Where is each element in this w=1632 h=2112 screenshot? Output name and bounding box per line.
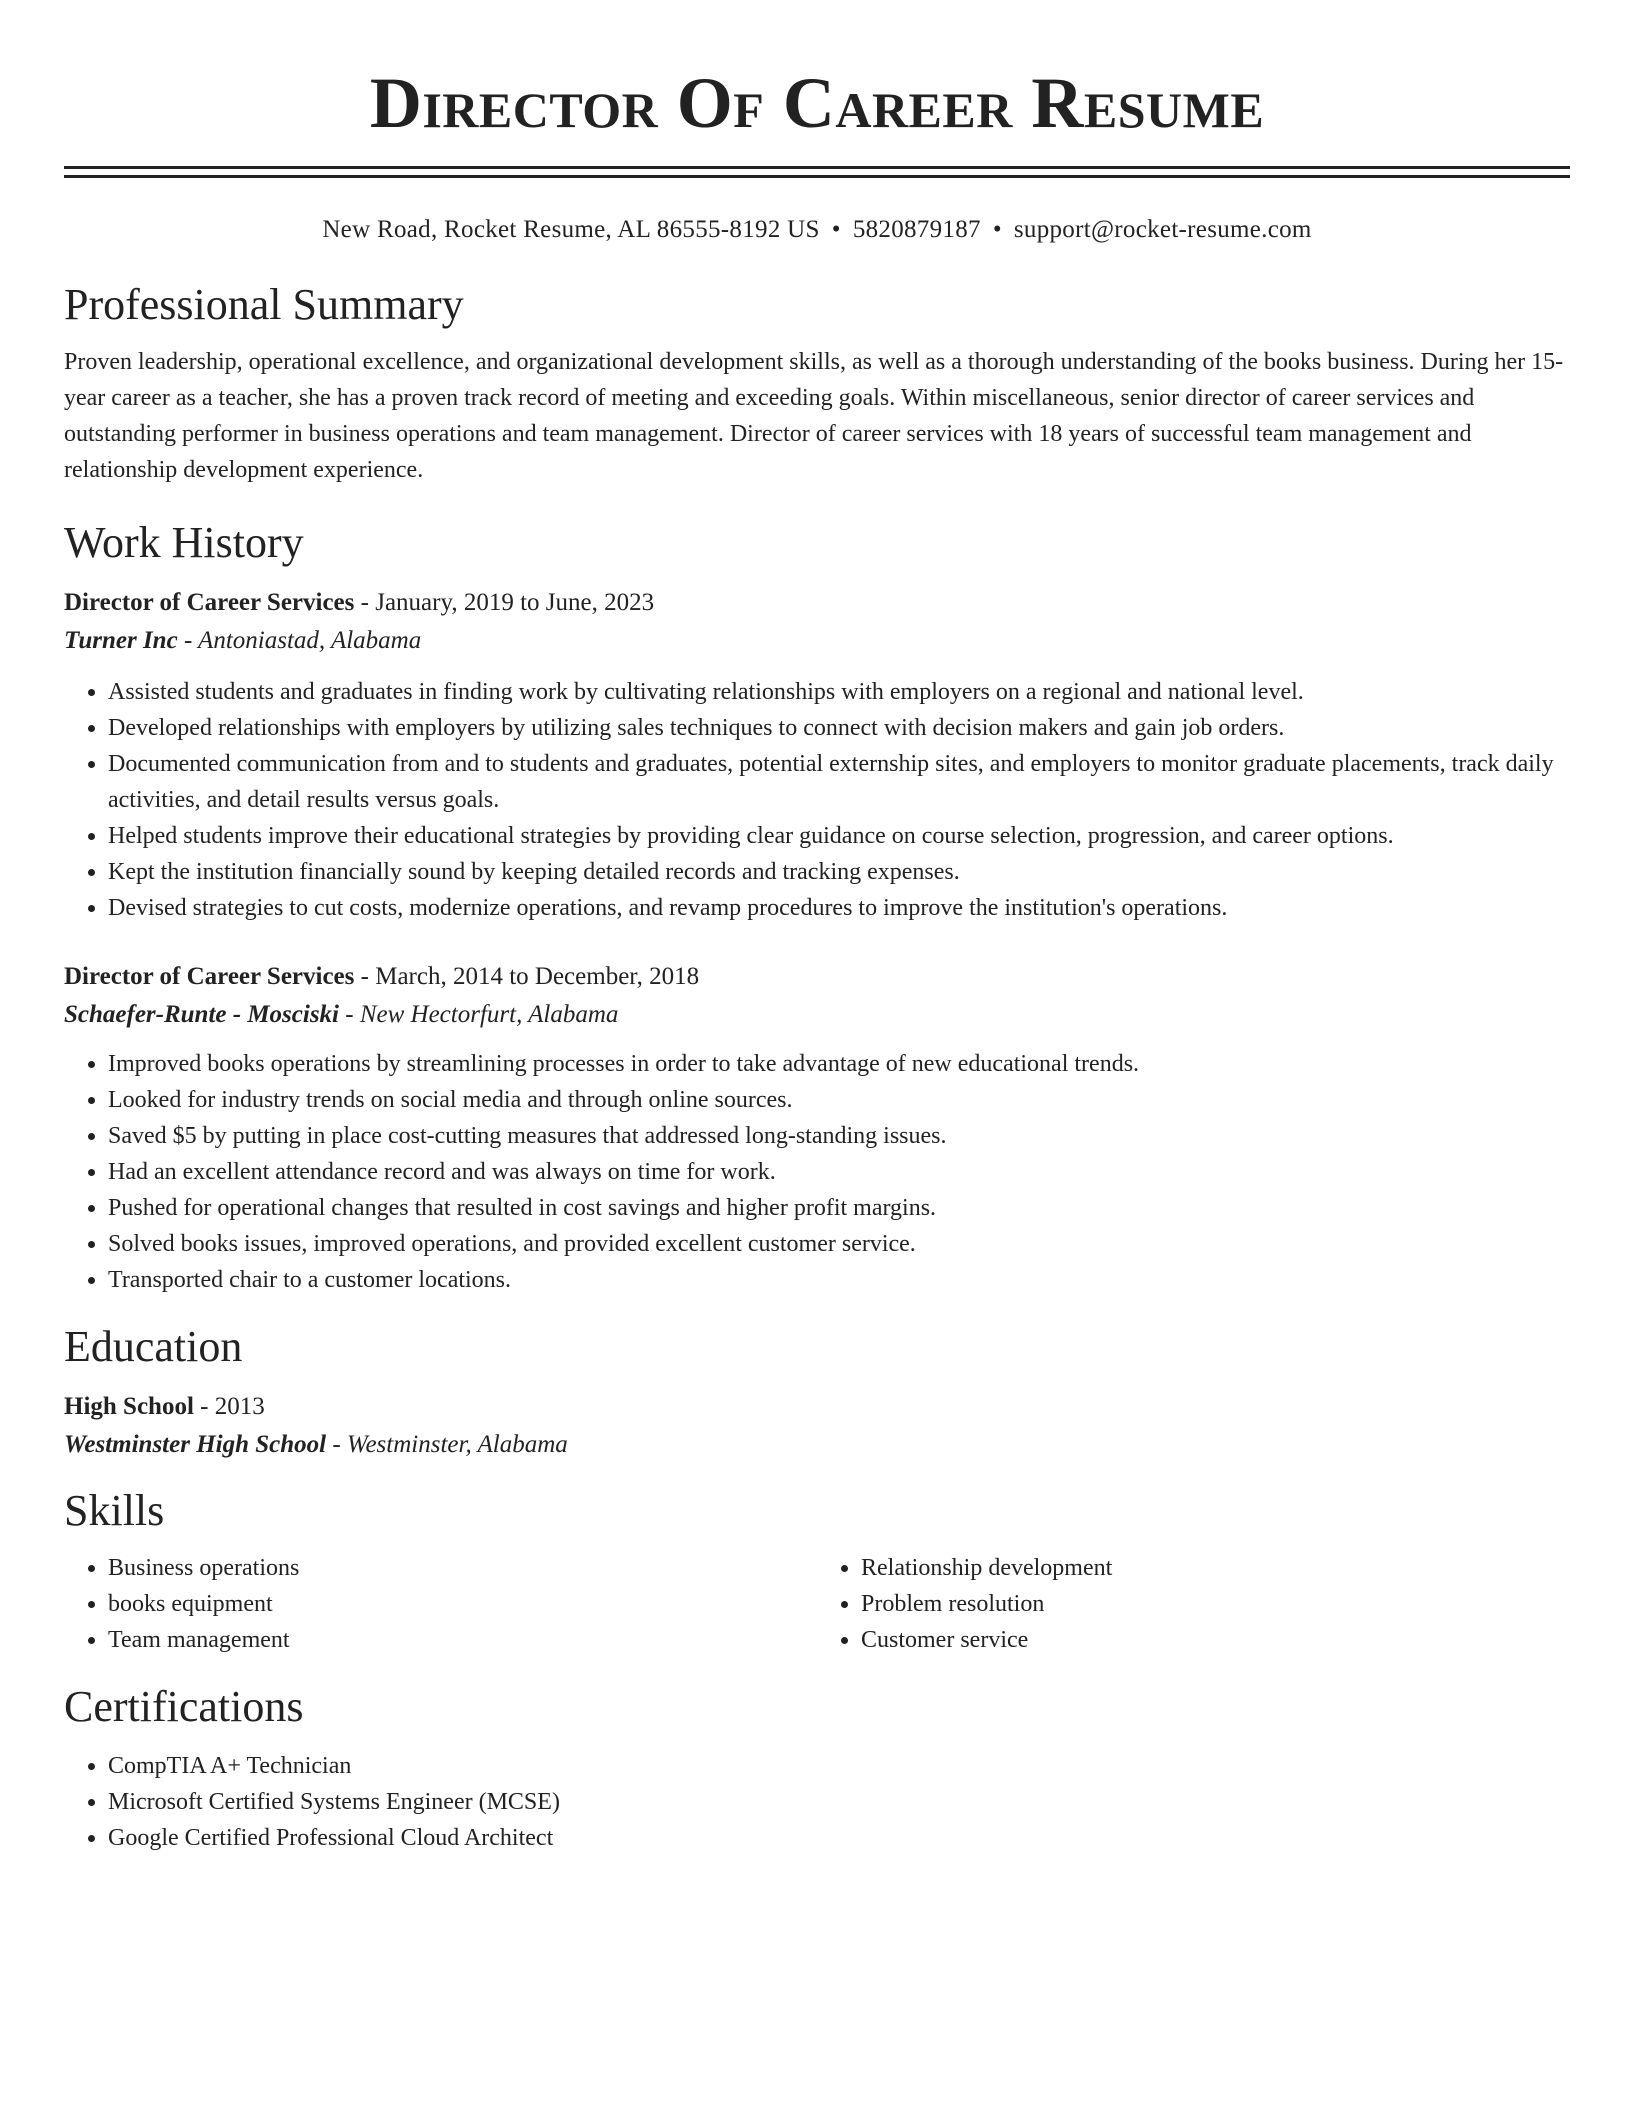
job-company: Schaefer-Runte - Mosciski: [64, 1001, 339, 1028]
job-dates: - March, 2014 to December, 2018: [354, 963, 700, 990]
skills-right-list: [817, 1550, 1570, 1658]
list-item: • Kept the institution financially sound by keeping detailed records and tracking expenses.: [108, 854, 1570, 890]
list-item: • Developed relationships with employers by utilizing sales techniques to connect with decision makers and gain job orders.: [108, 710, 1570, 746]
list-item: • Relationship development: [861, 1550, 1570, 1586]
job-location: - Antoniastad, Alabama: [177, 627, 422, 654]
list-item: • Looked for industry trends on social media and through online sources.: [108, 1082, 1570, 1118]
certifications-heading: Certifications: [64, 1682, 304, 1731]
job-entry: [64, 584, 1570, 926]
summary-text: Proven leadership, operational excellence, and organizational development skills, as well as a thorough understanding of the books business. During her 15-year career as a teacher, she has a proven track record of meeting and exceeding goals. Within miscellaneous, senior director of career services and outstanding performer in business operations and team management. Director of career services with 18 years of successful team management and relationship development experience.: [64, 349, 1564, 483]
list-item: • Solved books issues, improved operations, and provided excellent customer service.: [108, 1226, 1570, 1262]
contact-line: [64, 214, 1570, 246]
job-company-line: [64, 996, 1570, 1034]
job-title: Director of Career Services: [64, 963, 355, 990]
list-item: • Microsoft Certified Systems Engineer (MCSE): [108, 1784, 1570, 1820]
list-item: • Customer service: [861, 1622, 1570, 1658]
job-bullet-list: [64, 674, 1570, 926]
education-year: - 2013: [193, 1393, 265, 1420]
list-item: • Google Certified Professional Cloud Architect: [108, 1820, 1570, 1856]
job-dates: - January, 2019 to June, 2023: [354, 589, 655, 616]
education-degree-line: [64, 1388, 1570, 1426]
list-item: • books equipment: [108, 1586, 817, 1622]
job-company-line: [64, 622, 1570, 660]
resume-title: Director Of Career Resume: [369, 63, 1265, 143]
list-item: • Transported chair to a customer locations.: [108, 1262, 1570, 1298]
list-item: • Saved $5 by putting in place cost-cutting measures that addressed long-standing issues.: [108, 1118, 1570, 1154]
list-item: • Improved books operations by streamlining processes in order to take advantage of new educational trends.: [108, 1046, 1570, 1082]
list-item: • Devised strategies to cut costs, modernize operations, and revamp procedures to improve the institution's operations.: [108, 890, 1570, 926]
summary-heading: Professional Summary: [64, 280, 464, 329]
contact-email: support@rocket-resume.com: [1013, 216, 1312, 243]
education-heading: Education: [64, 1322, 243, 1371]
education-school: Westminster High School: [64, 1431, 327, 1458]
work-history-heading: Work History: [64, 518, 304, 567]
resume-page: [64, 0, 1570, 1856]
list-item: • Team management: [108, 1622, 817, 1658]
education-degree: High School: [64, 1393, 194, 1420]
job-location: - New Hectorfurt, Alabama: [339, 1001, 619, 1028]
education-location: - Westminster, Alabama: [326, 1431, 568, 1458]
list-item: • Documented communication from and to students and graduates, potential externship sites, and employers to monitor graduate placements, track daily activities, and detail results versus goals.: [108, 746, 1570, 818]
contact-separator: •: [992, 216, 1002, 243]
title-rule-top: [64, 166, 1570, 169]
contact-phone: 5820879187: [852, 216, 981, 243]
job-bullet-list: [64, 1046, 1570, 1298]
list-item: • CompTIA A+ Technician: [108, 1748, 1570, 1784]
list-item: • Business operations: [108, 1550, 817, 1586]
job-title: Director of Career Services: [64, 589, 355, 616]
list-item: • Assisted students and graduates in finding work by cultivating relationships with employers on a regional and national level.: [108, 674, 1570, 710]
list-item: • Helped students improve their educational strategies by providing clear guidance on course selection, progression, and career options.: [108, 818, 1570, 854]
list-item: • Pushed for operational changes that resulted in cost savings and higher profit margins.: [108, 1190, 1570, 1226]
certifications-list: [64, 1748, 1570, 1856]
job-title-line: [64, 584, 1570, 622]
education-school-line: [64, 1426, 1570, 1464]
job-company: Turner Inc: [64, 627, 178, 654]
job-title-line: [64, 958, 1570, 996]
skills-left-list: [64, 1550, 817, 1658]
list-item: • Had an excellent attendance record and was always on time for work.: [108, 1154, 1570, 1190]
contact-separator: •: [831, 216, 841, 243]
skills-heading: Skills: [64, 1486, 165, 1535]
list-item: • Problem resolution: [861, 1586, 1570, 1622]
contact-address: New Road, Rocket Resume, AL 86555-8192 US: [322, 216, 820, 243]
skills-grid: [64, 1550, 1570, 1658]
job-entry: [64, 958, 1570, 1298]
education-entry: [64, 1388, 1570, 1464]
title-rule-bottom: [64, 175, 1570, 178]
